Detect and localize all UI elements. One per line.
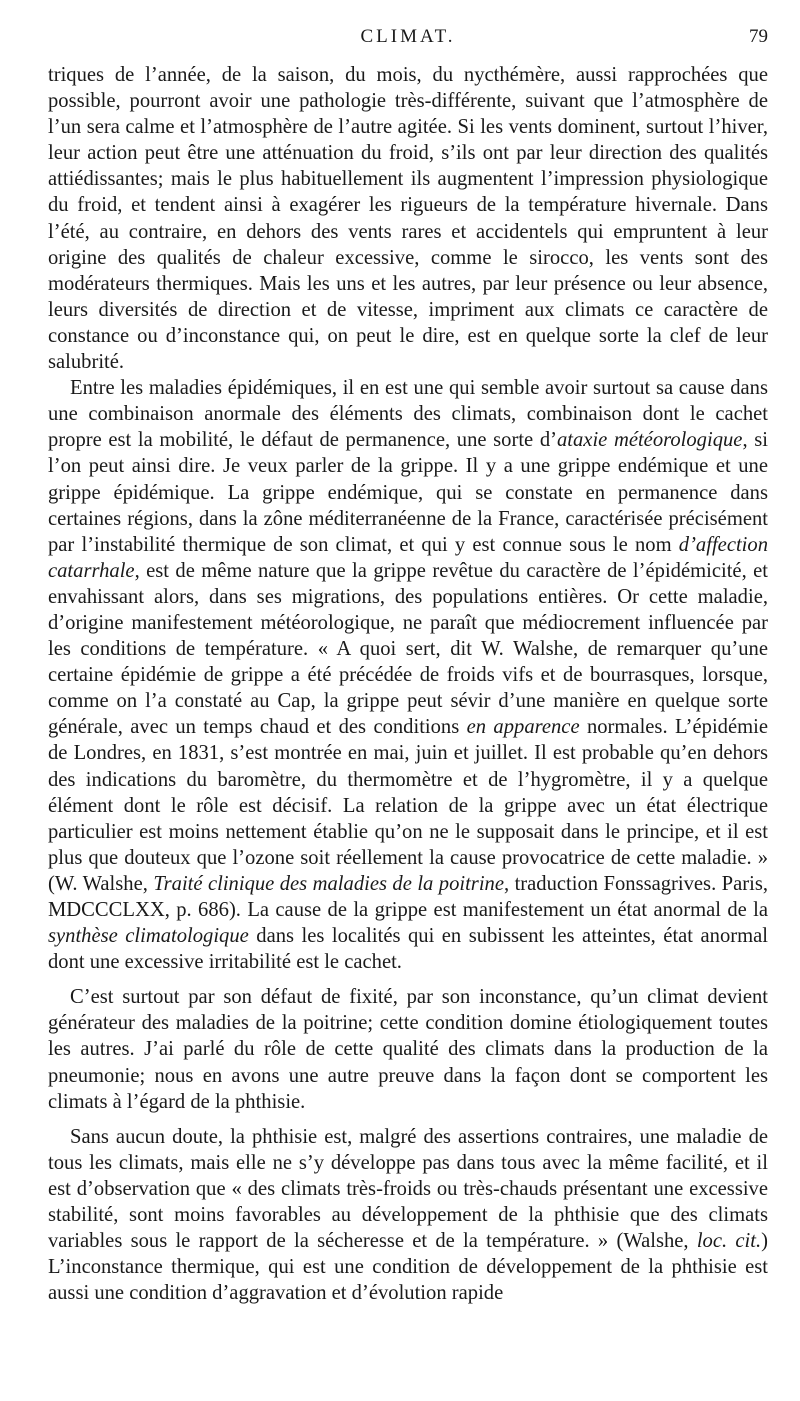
text-run: dans les localités qui en subissent les atteintes, état anormal dont une excessive irritabilité est le cachet. [48, 925, 768, 974]
paragraph [48, 62, 768, 375]
text-run: C’est surtout par son défaut de fixité, par son inconstance, qu’un climat devient générateur des maladies de la poitrine; cette condition domine étiologiquement toutes les autres. J’ai parlé du rôle de cette qualité des climats dans la production de la pneumonie; nous en avons une autre preuve dans la façon dont se comportent les climats à l’égard de la phthisie. [48, 986, 768, 1113]
text-run: Entre les maladies épidémiques, il en est une qui semble avoir surtout sa cause dans une combinaison anormale des éléments des climats, combinaison dont le cachet propre est la mobilité, le défaut de permanence, une sorte d’ [48, 377, 768, 452]
body-text [48, 62, 768, 1306]
italic-run: en apparence [466, 716, 580, 739]
italic-run: loc. cit. [696, 1230, 762, 1253]
italic-run: ataxie météorologique [556, 429, 743, 452]
page-header [48, 26, 768, 50]
italic-run: Traité clinique des maladies de la poitrine [153, 872, 504, 895]
text-run: , si l’on peut ainsi dire. Je veux parler de la grippe. Il y a une grippe endémique et une grippe épidémique. La grippe endémique, qui se constate en permanence dans certaines régions, dans la zône méditerranéenne de la France, caractérisée précisément par l’instabilité thermique de son climat, et qui y est connue sous le nom [48, 429, 768, 556]
paragraph [48, 1124, 768, 1307]
page-number: 79 [749, 26, 768, 47]
text-run: , traduction Fonssagrives. Paris, MDCCCLXX, p. 686). La cause de la grippe est manifestement un état anormal de la [48, 872, 768, 921]
book-page [48, 26, 768, 1306]
text-run: Sans aucun doute, la phthisie est, malgré des assertions contraires, une maladie de tous les climats, mais elle ne s’y développe pas dans tous avec la même facilité, et il est d’observation que « des climats très-froids ou très-chauds présentant une excessive stabilité, sont moins favorables au développement de la phthisie que des climats variables sous le rapport de la sécheresse et de la température. » (Walshe, [48, 1125, 768, 1253]
text-run: ) L’inconstance thermique, qui est une condition de développement de la phthisie est aussi une condition d’aggravation et d’évolution rapide [48, 1230, 768, 1305]
running-title: CLIMAT. [360, 26, 456, 47]
italic-run: synthèse climatologique [48, 925, 249, 948]
paragraph [48, 984, 768, 1114]
text-run: normales. L’épidémie de Londres, en 1831, s’est montrée en mai, juin et juillet. Il est probable qu’en dehors des indications du baromètre, du thermomètre et de l’hygromètre, il y a quelque élément dont le rôle est décisif. La relation de la grippe avec un état électrique particulier est moins nettement établie qu’on ne le supposait dans le principe, et il est plus que douteux que l’ozone soit réellement la cause provocatrice de cette maladie. » (W. Walshe, [48, 716, 768, 895]
italic-run: d’affection catarrhale [48, 533, 768, 582]
paragraph [48, 375, 768, 975]
text-run: triques de l’année, de la saison, du mois, du nycthémère, aussi rapprochées que possible, pourront avoir une pathologie très-différente, suivant que l’atmosphère de l’un sera calme et l’atmosphère de l’autre agitée. Si les vents dominent, surtout l’hiver, leur action peut être une atténuation du froid, s’ils ont par leur direction des qualités attiédissantes; mais le plus habituellement ils augmentent l’impression physiologique du froid, et tendent ainsi à exagérer les rigueurs de la température hivernale. Dans l’été, au contraire, en dehors des vents rares et accidentels qui empruntent à leur origine des qualités de chaleur excessive, comme le sirocco, les vents sont des modérateurs thermiques. Mais les uns et les autres, par leur présence ou leur absence, leurs diversités de direction et de vitesse, impriment aux climats ce caractère de constance ou d’inconstance qui, on peut le dire, est en quelque sorte la clef de leur salubrité. [48, 64, 768, 374]
text-run: , est de même nature que la grippe revêtue du caractère de l’épidémicité, et envahissant alors, dans ses migrations, des populations entières. Or cette maladie, d’origine manifestement météorologique, ne paraît que médiocrement influencée par les conditions de température. « A quoi sert, dit W. Walshe, de remarquer qu’une certaine épidémie de grippe a été précédée de froids vifs et de bourrasques, lorsque, comme on l’a constaté au Cap, la grippe peut sévir d’une manière en quelque sorte générale, avec un temps chaud et des conditions [48, 559, 768, 739]
